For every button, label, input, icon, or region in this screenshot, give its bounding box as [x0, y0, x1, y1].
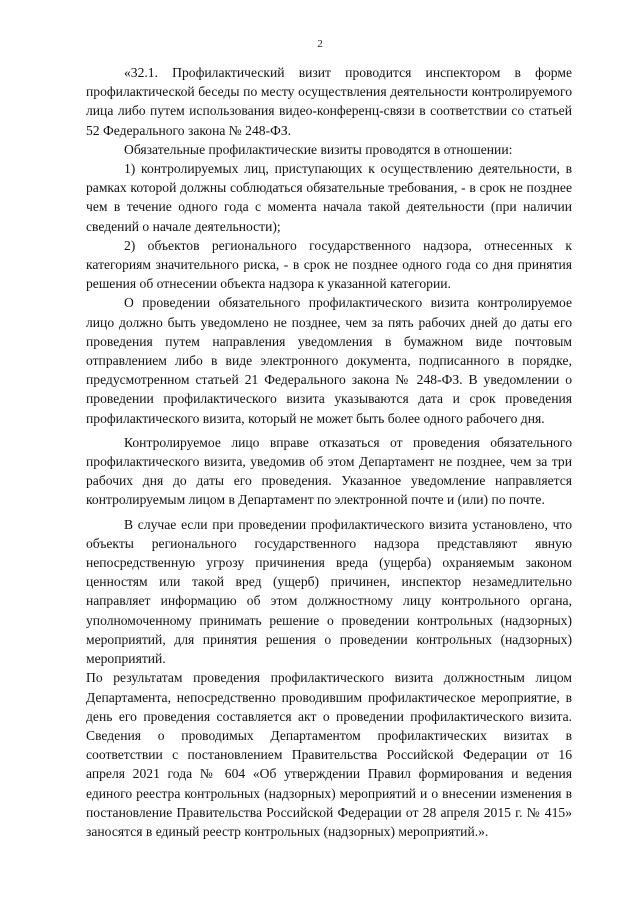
paragraph-mandatory-visits: Обязательные профилактические визиты проводятся в отношении:	[124, 141, 513, 157]
paragraph-item-2: 2) объектов регионального государственного надзора, отнесенных к категориям значительного риска, - в срок не позднее одного года со дня принятия решения об отнесении объекта надзора к указанной категории.	[86, 237, 572, 292]
paragraph-32-1: «32.1. Профилактический визит проводится инспектором в форме профилактической беседы по месту осуществления деятельности контролируемого лица либо путем использования видео-конференц-связи в соответствии со статьей 52 Федерального закона № 248-ФЗ.	[86, 65, 572, 138]
page-number: 2	[317, 38, 323, 50]
paragraph-threat: В случае если при проведении профилактического визита установлено, что объекты регионального государственного надзора представляют явную непосредственную угрозу причинения вреда (ущерба) охраняемым законом ценностям или такой вред (ущерб) причинен, инспектор незамедлительно направляет информацию об этом должностному лицу контрольного органа, уполномоченному принимать решение о проведении контрольных (надзорных) мероприятий, для принятия решения о проведении контрольных (надзорных) мероприятий.	[86, 516, 572, 667]
paragraph-refusal: Контролируемое лицо вправе отказаться от проведения обязательного профилактического визита, уведомив об этом Департамент не позднее, чем за три рабочих дня до даты его проведения. Указанное уведомление направляется контролируемым лицом в Департамент по электронной почте и (или) по почте.	[86, 434, 572, 508]
paragraph-results: По результатам проведения профилактического визита должностным лицом Департамента, непосредственно проводившим профилактическое мероприятие, в день его проведения составляется акт о проведении профилактического визита. Сведения о проводимых Департаментом профилактических визитах в соответствии с постановлением Правительства Российской Федерации от 16 апреля 2021 года № 604 «Об утверждении Правил формирования и ведения единого реестра контрольных (надзорных) мероприятий и о внесении изменения в постановление Правительства Российской Федерации от 28 апреля 2015 г. № 415» заносятся в единый реестр контрольных (надзорных) мероприятий.».	[86, 670, 572, 839]
paragraph-notification: О проведении обязательного профилактического визита контролируемое лицо должно быть уведомлено не позднее, чем за пять рабочих дней до даты его проведения путем направления уведомления в бумажном виде почтовым отправлением либо в виде электронного документа, подписанного в порядке, предусмотренном статьей 21 Федерального закона № 248-ФЗ. В уведомлении о проведении профилактического визита указываются дата и срок проведения профилактического визита, который не может быть более одного рабочего дня.	[86, 295, 572, 426]
document-body	[86, 63, 572, 841]
paragraph-item-1: 1) контролируемых лиц, приступающих к осуществлению деятельности, в рамках которой должны соблюдаться обязательные требования, - в срок не позднее чем в течение одного года с момента начала такой деятельности (при наличии сведений о начале деятельности);	[86, 161, 572, 234]
